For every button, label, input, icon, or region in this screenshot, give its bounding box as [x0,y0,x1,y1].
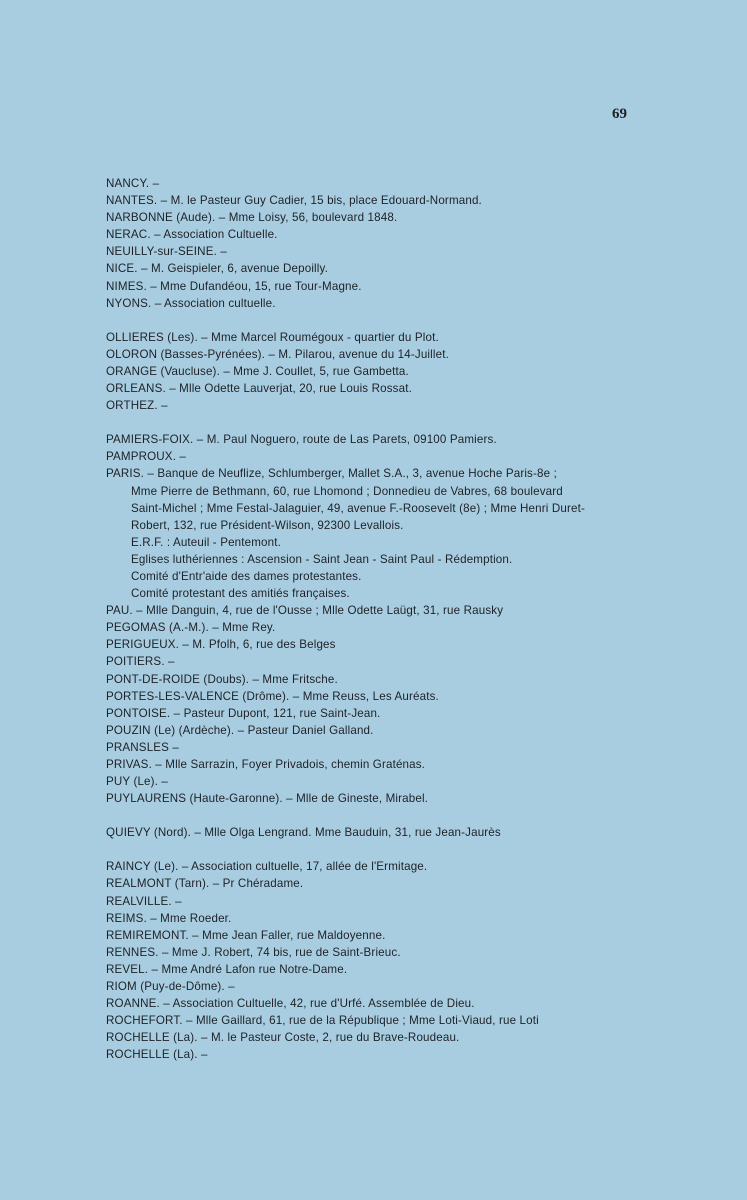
entry-text: PRIVAS. – Mlle Sarrazin, Foyer Privadois, chemin Graténas. [106,758,426,771]
directory-entry [106,893,736,910]
directory-entry [106,1012,736,1029]
entry-text: REMIREMONT. – Mme Jean Faller, rue Maldoyenne. [106,928,386,942]
directory-entry [106,260,736,277]
directory-entry [106,773,736,790]
entry-continuation: Mme Pierre de Bethmann, 60, rue Lhomond ; Donnedieu de Vabres, 68 boulevard [131,484,563,498]
directory-entry [106,944,736,961]
directory-entry [106,705,736,722]
address-list [106,175,736,1064]
entry-text: POITIERS. – [106,655,175,669]
entry-text: NANTES. – M. le Pasteur Guy Cadier, 15 bis, place Edouard-Normand. [106,194,482,208]
entry-text: PEGOMAS (A.-M.). – Mme Rey. [106,621,276,635]
directory-entry [106,329,736,346]
section-gap [106,841,736,858]
entry-text: REALMONT (Tarn). – Pr Chéradame. [106,877,304,891]
entry-text: PERIGUEUX. – M. Pfolh, 6, rue des Belges [106,638,336,652]
entry-text: ROANNE. – Association Cultuelle, 42, rue d'Urfé. Assemblée de Dieu. [106,997,475,1011]
directory-entry [106,295,736,312]
entry-text: ORANGE (Vaucluse). – Mme J. Coullet, 5, rue Gambetta. [106,364,409,378]
entry-text: RIOM (Puy-de-Dôme). – [106,980,235,994]
directory-entry [106,226,736,243]
entry-sub-line: Comité d'Entr'aide des dames protestantes. [131,569,362,583]
directory-entry [106,671,736,688]
directory-entry [106,209,736,226]
entry-text: OLLIERES (Les). – Mme Marcel Roumégoux - quartier du Plot. [106,330,439,344]
entry-text: REALVILLE. – [106,894,182,908]
directory-entry [106,346,736,363]
entry-text: QUIEVY (Nord). – Mlle Olga Lengrand. Mme Bauduin, 31, rue Jean-Jaurès [106,826,501,840]
entry-text: REVEL. – Mme André Lafon rue Notre-Dame. [106,962,348,976]
directory-entry [106,858,736,875]
entry-text: RENNES. – Mme J. Robert, 74 bis, rue de Saint-Brieuc. [106,945,401,959]
entry-text: NANCY. – [106,177,160,190]
directory-entry [106,653,736,670]
entry-text: PUYLAURENS (Haute-Garonne). – Mlle de Gineste, Mirabel. [106,792,429,806]
directory-entry [106,175,736,192]
entry-text: RAINCY (Le). – Association cultuelle, 17, allée de l'Ermitage. [106,860,428,874]
entry-text: NYONS. – Association cultuelle. [106,296,276,310]
entry-text: NEUILLY-sur-SEINE. – [106,245,227,259]
directory-entry [106,722,736,739]
directory-entry [106,448,736,465]
directory-entry [106,397,736,414]
directory-entry [106,619,736,636]
directory-entry [106,431,736,448]
directory-entry [106,739,736,756]
directory-entry [106,790,736,807]
directory-entry [106,927,736,944]
entry-text: PAMIERS-FOIX. – M. Paul Noguero, route de Las Parets, 09100 Pamiers. [106,433,497,447]
directory-entry [106,363,736,380]
section-gap [106,414,736,431]
directory-entry [106,465,736,602]
directory-entry [106,756,736,773]
directory-entry [106,995,736,1012]
entry-text: ROCHELLE (La). – [106,1048,208,1062]
entry-text: POUZIN (Le) (Ardèche). – Pasteur Daniel Galland. [106,723,374,737]
entry-text: OLORON (Basses-Pyrénées). – M. Pilarou, avenue du 14-Juillet. [106,347,449,361]
entry-text: PAMPROUX. – [106,450,187,464]
directory-entry [106,875,736,892]
directory-entry [106,278,736,295]
section-gap [106,312,736,329]
page-number: 69 [612,106,627,122]
directory-entry [106,978,736,995]
directory-entry [106,910,736,927]
section-gap [106,807,736,824]
entry-text: NARBONNE (Aude). – Mme Loisy, 56, boulevard 1848. [106,211,398,225]
entry-text: PARIS. – Banque de Neuflize, Schlumberger, Mallet S.A., 3, avenue Hoche Paris-8e ; [106,467,557,481]
directory-entry [106,192,736,209]
directory-entry [106,602,736,619]
entry-text: ORTHEZ. – [106,399,168,413]
entry-text: NICE. – M. Geispieler, 6, avenue Depoilly. [106,262,328,276]
entry-text: NIMES. – Mme Dufandéou, 15, rue Tour-Magne. [106,279,362,293]
directory-entry [106,1046,736,1063]
entry-text: NERAC. – Association Cultuelle. [106,228,278,242]
entry-text: PONTOISE. – Pasteur Dupont, 121, rue Saint-Jean. [106,706,381,720]
entry-text: PONT-DE-ROIDE (Doubs). – Mme Fritsche. [106,672,338,686]
directory-entry [106,636,736,653]
entry-text: PUY (Le). – [106,775,169,789]
directory-entry [106,380,736,397]
directory-entry [106,961,736,978]
entry-sub-line: Eglises luthériennes : Ascension - Saint Jean - Saint Paul - Rédemption. [131,552,513,566]
entry-text: PORTES-LES-VALENCE (Drôme). – Mme Reuss, Les Auréats. [106,689,439,703]
directory-entry [106,824,736,841]
entry-sub-line: Comité protestant des amitiés françaises. [131,587,350,601]
entry-continuation: Saint-Michel ; Mme Festal-Jalaguier, 49, avenue F.-Roosevelt (8e) ; Mme Henri Duret- [131,501,585,515]
entry-continuation: Robert, 132, rue Président-Wilson, 92300 Levallois. [131,518,404,532]
entry-text: ROCHEFORT. – Mlle Gaillard, 61, rue de la République ; Mme Loti-Viaud, rue Loti [106,1014,539,1028]
entry-text: ROCHELLE (La). – M. le Pasteur Coste, 2, rue du Brave-Roudeau. [106,1031,460,1045]
entry-text: PAU. – Mlle Danguin, 4, rue de l'Ousse ; Mlle Odette Laügt, 31, rue Rausky [106,604,504,618]
directory-entry [106,243,736,260]
entry-text: ORLEANS. – Mlle Odette Lauverjat, 20, rue Louis Rossat. [106,382,412,396]
entry-text: REIMS. – Mme Roeder. [106,911,232,925]
entry-text: PRANSLES – [106,740,180,754]
entry-sub-line: E.R.F. : Auteuil - Pentemont. [131,535,281,549]
directory-entry [106,688,736,705]
directory-entry [106,1029,736,1046]
